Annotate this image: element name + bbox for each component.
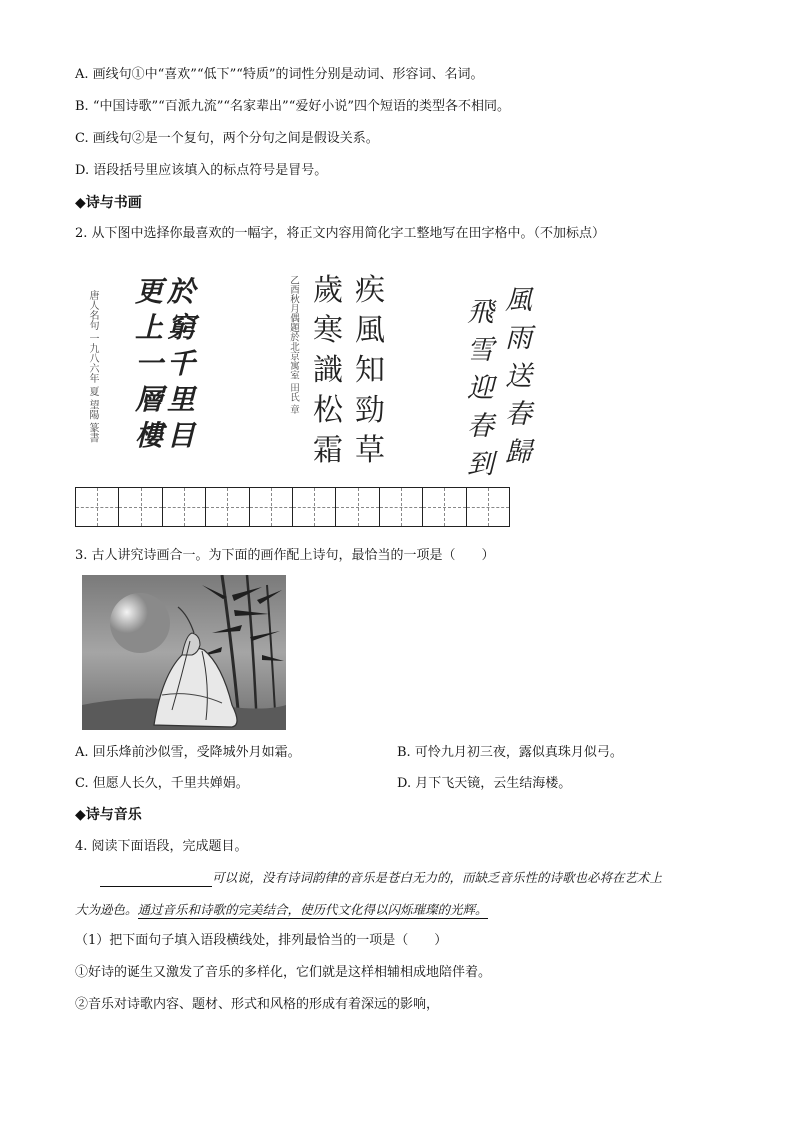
question-2: 2. 从下图中选择你最喜欢的一幅字，将正文内容用简化字工整地写在田字格中。（不加标点）: [75, 226, 606, 241]
calligraphy-character: 上: [135, 311, 164, 344]
calligraphy-character: 勁: [355, 393, 385, 428]
passage-line-1-text: 可以说，没有诗词韵律的音乐是苍白无力的，而缺乏音乐性的诗歌也必将在艺术上: [212, 870, 663, 885]
grid-cell[interactable]: [380, 488, 423, 526]
calligraphy-character: 春: [505, 399, 532, 430]
passage-line-1: [100, 869, 662, 887]
question-3: 3. 古人讲究诗画合一。为下面的画作配上诗句，最恰当的一项是（ ）: [75, 548, 495, 563]
calligraphy-character: 樓: [135, 419, 164, 452]
grid-cell[interactable]: [336, 488, 379, 526]
calligraphy-character: 風: [505, 285, 532, 316]
section-heading-calligraphy: ◆诗与书画: [75, 195, 142, 211]
q1-option-d: D. 语段括号里应该填入的标点符号是冒号。: [75, 163, 328, 178]
sentence-1: ①好诗的诞生又激发了音乐的多样化，它们就是这样相辅相成地陪伴着。: [75, 965, 492, 980]
calligraphy-character: 雪: [467, 335, 494, 366]
sentence-2: ②音乐对诗歌内容、题材、形式和风格的形成有着深远的影响，: [75, 997, 440, 1012]
q3-option-d: D. 月下飞天镜，云生结海楼。: [397, 776, 572, 791]
question-4: 4. 阅读下面语段，完成题目。: [75, 839, 248, 854]
calligraphy-character: 寒: [313, 313, 343, 348]
q1-option-a: A. 画线句①中“喜欢”“低下”“特质”的词性分别是动词、形容词、名词。: [75, 67, 484, 82]
calligraphy-character: 疾: [355, 273, 385, 308]
section-heading-music: ◆诗与音乐: [75, 807, 142, 823]
q1-option-c: C. 画线句②是一个复句，两个分句之间是假设关系。: [75, 131, 379, 146]
calligraphy-work-2-inscription: 乙酉秋月偶題於北京寓室 田氏 章: [288, 275, 299, 415]
calligraphy-character: 識: [313, 353, 343, 388]
grid-cell[interactable]: [163, 488, 206, 526]
q3-option-b: B. 可怜九月初三夜，露似真珠月似弓。: [397, 745, 623, 760]
q3-option-a: A. 回乐烽前沙似雪，受降城外月如霜。: [75, 745, 301, 760]
q3-option-c: C. 但愿人长久，千里共婵娟。: [75, 776, 249, 791]
calligraphy-character: 到: [467, 449, 494, 480]
ink-painting-image: [82, 575, 286, 730]
calligraphy-work-1: [85, 270, 210, 460]
calligraphy-character: 里: [167, 383, 196, 416]
passage-underlined-sentence: 通过音乐和诗歌的完美结合，使历代文化得以闪烁璀璨的光辉。: [137, 902, 488, 917]
q1-option-b: B. “中国诗歌”“百派九流”“名家辈出”“爱好小说”四个短语的类型各不相同。: [75, 99, 510, 114]
calligraphy-character: 一: [135, 347, 164, 380]
calligraphy-character: 更: [135, 275, 164, 308]
tianzige-writing-grid[interactable]: [75, 487, 510, 527]
calligraphy-character: 層: [135, 383, 164, 416]
calligraphy-character: 歸: [505, 437, 532, 468]
calligraphy-character: 迎: [467, 373, 494, 404]
grid-cell[interactable]: [423, 488, 466, 526]
calligraphy-character: 雨: [505, 323, 532, 354]
question-4-1: （1）把下面句子填入语段横线处，排列最恰当的一项是（ ）: [75, 933, 448, 948]
calligraphy-work-3: [450, 278, 545, 480]
calligraphy-character: 目: [167, 419, 196, 452]
grid-cell[interactable]: [293, 488, 336, 526]
calligraphy-work-2: [285, 265, 405, 470]
grid-cell[interactable]: [206, 488, 249, 526]
passage-answer-blank[interactable]: [100, 872, 212, 887]
calligraphy-character: 知: [355, 353, 385, 388]
calligraphy-character: 於: [167, 275, 196, 308]
calligraphy-character: 霜: [313, 433, 343, 468]
calligraphy-character: 窮: [167, 311, 196, 344]
passage-line-2-text: 大为逊色。: [75, 902, 138, 917]
calligraphy-character: 千: [167, 347, 196, 380]
calligraphy-work-1-inscription: 唐人名句 一九八六年 夏 望陽 篆書: [87, 290, 98, 443]
calligraphy-character: 松: [313, 393, 343, 428]
calligraphy-character: 飛: [467, 297, 494, 328]
grid-cell[interactable]: [119, 488, 162, 526]
grid-cell[interactable]: [250, 488, 293, 526]
grid-cell[interactable]: [467, 488, 509, 526]
passage-line-2: [75, 901, 488, 919]
calligraphy-character: 送: [505, 361, 532, 392]
grid-cell[interactable]: [76, 488, 119, 526]
calligraphy-character: 歲: [313, 273, 343, 308]
calligraphy-character: 草: [355, 433, 385, 468]
calligraphy-character: 風: [355, 313, 385, 348]
calligraphy-character: 春: [467, 411, 494, 442]
